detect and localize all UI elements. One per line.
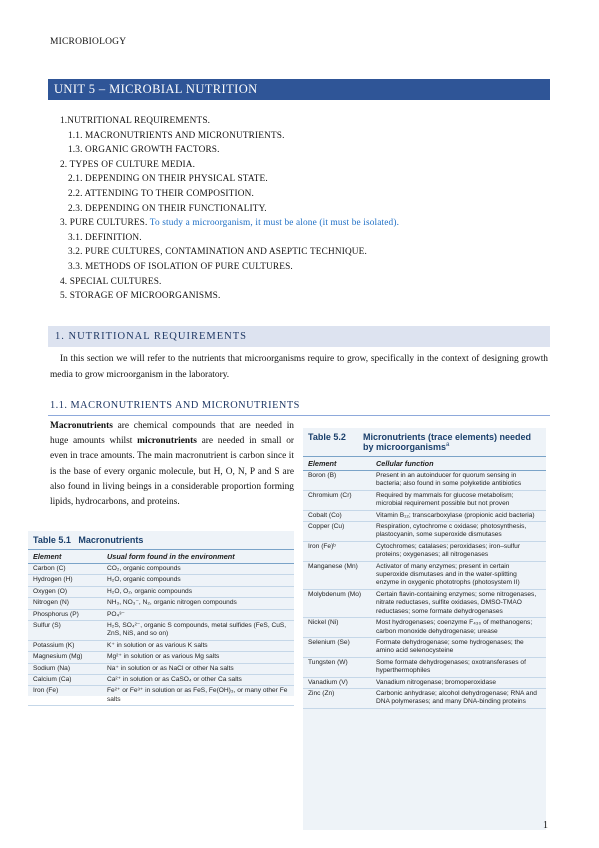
toc-item: [60, 158, 399, 173]
cell-description: Respiration, cytochrome c oxidase; photosynthesis, plastocyanin, some superoxide dismutases: [376, 523, 527, 539]
toc-item-label: 1.1. MACRONUTRIENTS AND MICRONUTRIENTS.: [68, 130, 285, 141]
cell-description: Most hydrogenases; coenzyme F₄₃₀ of methanogens; carbon monoxide dehydrogenase; urease: [376, 619, 533, 635]
toc-item: [60, 216, 399, 231]
cell-description: Fe²⁺ or Fe³⁺ in solution or as FeS, Fe(OH)₃, or many other Fe salts: [107, 687, 288, 703]
toc-item: [60, 202, 399, 217]
toc-item-label: 1.3. ORGANIC GROWTH FACTORS.: [68, 145, 220, 156]
cell-element: Iron (Fe): [33, 687, 59, 695]
cell-element: Oxygen (O): [33, 587, 68, 595]
cell-element: Cobalt (Co): [308, 511, 342, 519]
toc-item-label: 3.1. DEFINITION.: [68, 232, 142, 243]
cell-description: Mg²⁺ in solution or as various Mg salts: [107, 653, 220, 661]
cell-description: Ca²⁺ in solution or as CaSO₄ or other Ca salts: [107, 676, 242, 684]
cell-description: Formate dehydrogenase; some hydrogenases; the amino acid selenocysteine: [376, 638, 524, 655]
unit-title: UNIT 5 – MICROBIAL NUTRITION: [48, 79, 550, 100]
table-title-footnote: a: [446, 442, 450, 448]
cell-element: Chromium (Cr): [308, 491, 352, 499]
toc-item-label: 2.2. ATTENDING TO THEIR COMPOSITION.: [68, 188, 254, 199]
table-row: [303, 522, 546, 542]
table-header-row: [303, 456, 546, 471]
cell-description: H₂O, O₂, organic compounds: [107, 587, 193, 595]
cell-description: Vanadium nitrogenase; bromoperoxidase: [376, 678, 497, 686]
cell-element: Nickel (Ni): [308, 619, 339, 627]
table-body: [303, 471, 546, 709]
cell-element: Calcium (Ca): [33, 676, 72, 684]
table-micronutrients: [303, 428, 546, 830]
toc-item-label: 3.3. METHODS OF ISOLATION OF PURE CULTURES.: [68, 261, 293, 272]
cell-element: Copper (Cu): [308, 523, 345, 531]
table-title: Micronutrients (trace elements) needed by microorganisms: [363, 432, 532, 452]
table-row: [28, 652, 294, 663]
column-header-function: Cellular function: [376, 459, 434, 468]
column-header-element: Element: [308, 459, 337, 468]
cell-description: Vitamin B₁₂; transcarboxylase (propionic acid bacteria): [376, 511, 535, 519]
table-row: [28, 575, 294, 586]
toc-item: [60, 187, 399, 202]
cell-description: H₂O, organic compounds: [107, 576, 181, 584]
table-caption: [28, 531, 294, 545]
toc-item-label: 1.NUTRITIONAL REQUIREMENTS.: [60, 116, 211, 126]
table-header-row: [28, 549, 294, 564]
table-row: [28, 587, 294, 598]
cell-description: Present in an autoinducer for quorum sensing in bacteria; also found in some polyketide antibiotics: [376, 472, 522, 488]
cell-element: Sodium (Na): [33, 664, 71, 672]
cell-element: Potassium (K): [33, 641, 75, 649]
term-micronutrients: micronutrients: [137, 436, 197, 447]
table-row: [303, 618, 546, 638]
cell-element: Nitrogen (N): [33, 599, 69, 607]
table-macronutrients: [28, 531, 294, 703]
table-label: Table 5.2: [308, 432, 346, 442]
cell-element: Selenium (Se): [308, 638, 350, 646]
cell-description: H₂S, SO₄²⁻, organic S compounds, metal sulfides (FeS, CuS, ZnS, NiS, and so on): [107, 622, 287, 638]
table-row: [303, 471, 546, 491]
cell-element: Molybdenum (Mo): [308, 590, 362, 598]
cell-element: Iron (Fe)ᵇ: [308, 542, 336, 550]
column-header-form: Usual form found in the environment: [107, 552, 235, 561]
toc-item: [60, 114, 399, 129]
toc-item-label: 2. TYPES OF CULTURE MEDIA.: [60, 159, 196, 170]
cell-description: Carbonic anhydrase; alcohol dehydrogenase; RNA and DNA polymerases; and many DNA-binding proteins: [376, 689, 537, 706]
toc-item-label: 3. PURE CULTURES.: [60, 218, 148, 229]
cell-description: Cytochromes; catalases; peroxidases; iron–sulfur proteins; oxygenases; all nitrogenases: [376, 542, 521, 559]
table-row: [303, 542, 546, 562]
cell-description: Na⁺ in solution or as NaCl or other Na salts: [107, 664, 234, 672]
cell-element: Zinc (Zn): [308, 689, 335, 697]
toc-item: [60, 245, 399, 260]
toc-item: [60, 129, 399, 144]
table-row: [28, 686, 294, 706]
toc-item: [60, 275, 399, 290]
table-row: [28, 564, 294, 575]
table-row: [28, 675, 294, 686]
cell-description: Activator of many enzymes; present in certain superoxide dismutases and in the water-splitting enzyme in oxygenic phototrophs (photosystem II): [376, 562, 520, 587]
toc-item: [60, 143, 399, 158]
table-row: [303, 511, 546, 522]
section-intro-paragraph: In this section we will refer to the nutrients that microorganisms require to grow, specifically in the context of designing growth media to grow microorganism in the laboratory.: [50, 354, 548, 380]
column-header-element: Element: [33, 552, 62, 561]
section-heading-nutritional-requirements: 1. NUTRITIONAL REQUIREMENTS: [48, 326, 550, 347]
page-number: 1: [543, 820, 548, 831]
table-row: [303, 638, 546, 658]
paragraph-text: are needed in small or even in trace amounts. The main macronutrient is carbon since it is the base of every organic molecule, but H, O, N, P and S are also found in living beings in a considerable proportion forming lipids, hydrocarbons, and proteins.: [50, 436, 294, 508]
toc-item-label: 5. STORAGE OF MICROORGANISMS.: [60, 291, 221, 302]
cell-description: Required by mammals for glucose metabolism; microbial requirement possible but not proven: [376, 491, 514, 508]
subsection-rule: [48, 415, 550, 416]
cell-description: NH₃, NO₃⁻, N₂, organic nitrogen compounds: [107, 599, 237, 607]
cell-description: Certain flavin-containing enzymes; some nitrogenases, nitrate reductases, sulfite oxidases, DMSO-TMAO reductases; some formate dehydrogenases: [376, 590, 537, 615]
table-row: [303, 562, 546, 590]
cell-element: Hydrogen (H): [33, 576, 73, 584]
cell-element: Phosphorus (P): [33, 610, 79, 618]
paragraph-text: are chemical compounds that are needed in huge amounts whilst: [50, 421, 294, 447]
table-row: [303, 658, 546, 678]
table-row: [28, 598, 294, 609]
subsection-heading-macronutrients: 1.1. MACRONUTRIENTS AND MICRONUTRIENTS: [50, 400, 300, 411]
toc-item: [60, 172, 399, 187]
cell-element: Manganese (Mn): [308, 562, 358, 570]
cell-element: Tungsten (W): [308, 658, 348, 666]
toc-item: [60, 231, 399, 246]
table-body: [28, 564, 294, 706]
toc-item: [60, 289, 399, 304]
table-label: Table 5.1: [33, 535, 71, 545]
table-caption: [303, 428, 546, 452]
toc-item-label: 2.1. DEPENDING ON THEIR PHYSICAL STATE.: [68, 174, 268, 185]
table-of-contents: [60, 114, 399, 304]
table-row: [28, 610, 294, 621]
toc-item-label: 4. SPECIAL CULTURES.: [60, 276, 162, 287]
macronutrients-paragraph: [50, 419, 294, 510]
cell-description: K⁺ in solution or as various K salts: [107, 641, 208, 649]
table-row: [28, 641, 294, 652]
toc-item-note: To study a microorganism, it must be alone (it must be isolated).: [147, 218, 400, 229]
table-row: [303, 678, 546, 689]
term-macronutrients: Macronutrients: [50, 421, 113, 431]
cell-description: PO₄³⁻: [107, 610, 125, 618]
cell-element: Vanadium (V): [308, 678, 348, 686]
cell-description: CO₂, organic compounds: [107, 565, 181, 572]
toc-item-label: 2.3. DEPENDING ON THEIR FUNCTIONALITY.: [68, 203, 267, 214]
table-row: [303, 590, 546, 618]
cell-element: Sulfur (S): [33, 622, 61, 630]
toc-item-label: 3.2. PURE CULTURES, CONTAMINATION AND ASEPTIC TECHNIQUE.: [68, 247, 367, 258]
table-row: [303, 689, 546, 709]
cell-description: Some formate dehydrogenases; oxotransferases of hyperthermophiles: [376, 658, 526, 675]
table-row: [28, 621, 294, 641]
table-row: [303, 491, 546, 511]
cell-element: Carbon (C): [33, 565, 66, 572]
cell-element: Boron (B): [308, 472, 337, 479]
cell-element: Magnesium (Mg): [33, 653, 83, 661]
page-header: MICROBIOLOGY: [50, 37, 127, 47]
table-row: [28, 664, 294, 675]
table-title: Macronutrients: [78, 535, 144, 545]
toc-item: [60, 260, 399, 275]
